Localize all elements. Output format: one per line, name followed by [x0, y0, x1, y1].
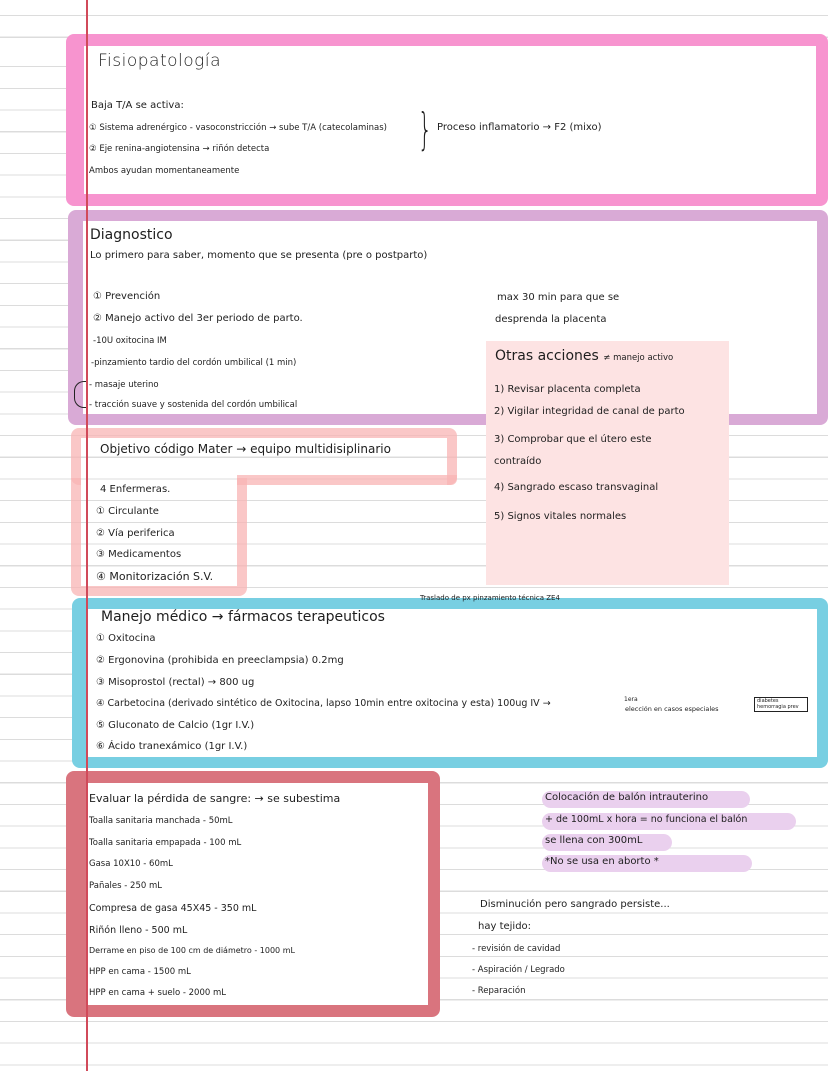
- evaluar-title: Evaluar la pérdida de sangre: → se subestima: [89, 792, 341, 805]
- evaluar-item-9: HPP en cama + suelo - 2000 mL: [89, 988, 226, 998]
- notebook-margin-line: [86, 0, 88, 1071]
- balon-title: Colocación de balón intrauterino: [545, 792, 709, 803]
- balon-item-3: *No se usa en aborto *: [545, 856, 659, 867]
- otras-acciones-item-2: 2) Vigilar integridad de canal de parto: [494, 406, 685, 417]
- objetivo-subtitle: 4 Enfermeras.: [100, 484, 171, 495]
- evaluar-item-2: Toalla sanitaria empapada - 100 mL: [89, 838, 242, 848]
- manejo-title: Manejo médico → fármacos terapeuticos: [101, 609, 385, 625]
- carbetocina-superscript: 1era: [624, 696, 638, 703]
- disminucion-item-1: - revisión de cavidad: [472, 944, 561, 954]
- manejo-item-2: ② Ergonovina (prohibida en preeclampsia) 0.2mg: [96, 655, 344, 666]
- evaluar-item-1: Toalla sanitaria manchada - 50mL: [89, 816, 233, 826]
- otras-acciones-item-5: 5) Signos vitales normales: [494, 511, 627, 522]
- manejo-item-1: ① Oxitocina: [96, 633, 156, 644]
- otras-acciones-item-3: 3) Comprobar que el útero este: [494, 434, 652, 445]
- traslado-note: Traslado de px pinzamiento técnica ZE4: [420, 594, 560, 602]
- otras-acciones-title-suffix: ≠ manejo activo: [603, 353, 674, 363]
- fisiopatologia-bracket-result: Proceso inflamatorio → F2 (mixo): [437, 122, 602, 133]
- objetivo-title: Objetivo código Mater → equipo multidisiplinario: [100, 442, 391, 456]
- objetivo-item-2: ② Vía periferica: [96, 528, 175, 539]
- evaluar-item-4: Pañales - 250 mL: [89, 881, 162, 891]
- otras-acciones-title: [495, 349, 673, 363]
- diagnostico-title: Diagnostico: [90, 227, 173, 243]
- boxed-note-line-1: diabetes: [757, 698, 779, 704]
- diagnostico-subitem-2: -pinzamiento tardio del cordón umbilical (1 min): [91, 358, 297, 368]
- boxed-note-line-2: hemorragia prev: [757, 703, 799, 710]
- curly-bracket-icon: }: [418, 104, 432, 155]
- manejo-item-5: ⑤ Gluconato de Calcio (1gr I.V.): [96, 720, 255, 731]
- diagnostico-subitem-1: -10U oxitocina IM: [93, 336, 167, 346]
- fisiopatologia-note: Ambos ayudan momentaneamente: [89, 166, 240, 176]
- diagnostico-side-note-1: max 30 min para que se: [497, 292, 620, 303]
- balon-item-1: + de 100mL x hora = no funciona el balón: [545, 814, 748, 825]
- diagnostico-subtitle: Lo primero para saber, momento que se presenta (pre o postparto): [90, 250, 428, 261]
- fisiopatologia-item-1: ① Sistema adrenérgico - vasoconstricción → sube T/A (catecolaminas): [89, 123, 387, 133]
- fisiopatologia-title: Fisiopatología: [98, 51, 221, 71]
- objetivo-item-1: ① Circulante: [96, 506, 159, 517]
- otras-acciones-title-text: Otras acciones: [495, 348, 599, 364]
- diagnostico-side-note-2: desprenda la placenta: [495, 314, 607, 325]
- otras-acciones-item-3-cont: contraído: [494, 456, 542, 467]
- evaluar-item-7: Derrame en piso de 100 cm de diámetro - 1000 mL: [89, 946, 295, 955]
- evaluar-box: [66, 771, 440, 1017]
- otras-acciones-item-1: 1) Revisar placenta completa: [494, 384, 641, 395]
- carbetocina-boxed-note: [754, 697, 808, 712]
- diagnostico-item-1: ① Prevención: [93, 291, 161, 302]
- manejo-item-3: ③ Misoprostol (rectal) → 800 ug: [96, 677, 255, 688]
- evaluar-item-8: HPP en cama - 1500 mL: [89, 967, 191, 977]
- manejo-item-6: ⑥ Ácido tranexámico (1gr I.V.): [96, 741, 248, 752]
- evaluar-item-6: Riñón lleno - 500 mL: [89, 925, 188, 936]
- carbetocina-note: elección en casos especiales: [625, 705, 719, 713]
- disminucion-item-3: - Reparación: [472, 986, 526, 996]
- diagnostico-item-2: ② Manejo activo del 3er periodo de parto.: [93, 313, 303, 324]
- disminucion-title: Disminución pero sangrado persiste...: [480, 899, 670, 910]
- manejo-item-4: ④ Carbetocina (derivado sintético de Oxitocina, lapso 10min entre oxitocina y esta) 100ug IV →: [96, 698, 551, 709]
- disminucion-item-2: - Aspiración / Legrado: [472, 965, 565, 975]
- objetivo-outline-step: [237, 475, 457, 485]
- otras-acciones-item-4: 4) Sangrado escaso transvaginal: [494, 482, 659, 493]
- diagnostico-subitem-4: - tracción suave y sostenida del cordón umbilical: [89, 400, 298, 410]
- objetivo-item-4: ④ Monitorización S.V.: [96, 570, 214, 583]
- disminucion-subtitle: hay tejido:: [478, 921, 532, 932]
- diagnostico-subitem-3: - masaje uterino: [89, 380, 159, 390]
- fisiopatologia-intro: Baja T/A se activa:: [91, 100, 184, 111]
- fisiopatologia-item-2: ② Eje renina-angiotensina → riñón detecta: [89, 144, 270, 154]
- evaluar-item-5: Compresa de gasa 45X45 - 350 mL: [89, 903, 257, 914]
- objetivo-item-3: ③ Medicamentos: [96, 549, 182, 560]
- balon-item-2: se llena con 300mL: [545, 835, 643, 846]
- swap-arrow-icon: [74, 381, 86, 408]
- evaluar-item-3: Gasa 10X10 - 60mL: [89, 859, 173, 869]
